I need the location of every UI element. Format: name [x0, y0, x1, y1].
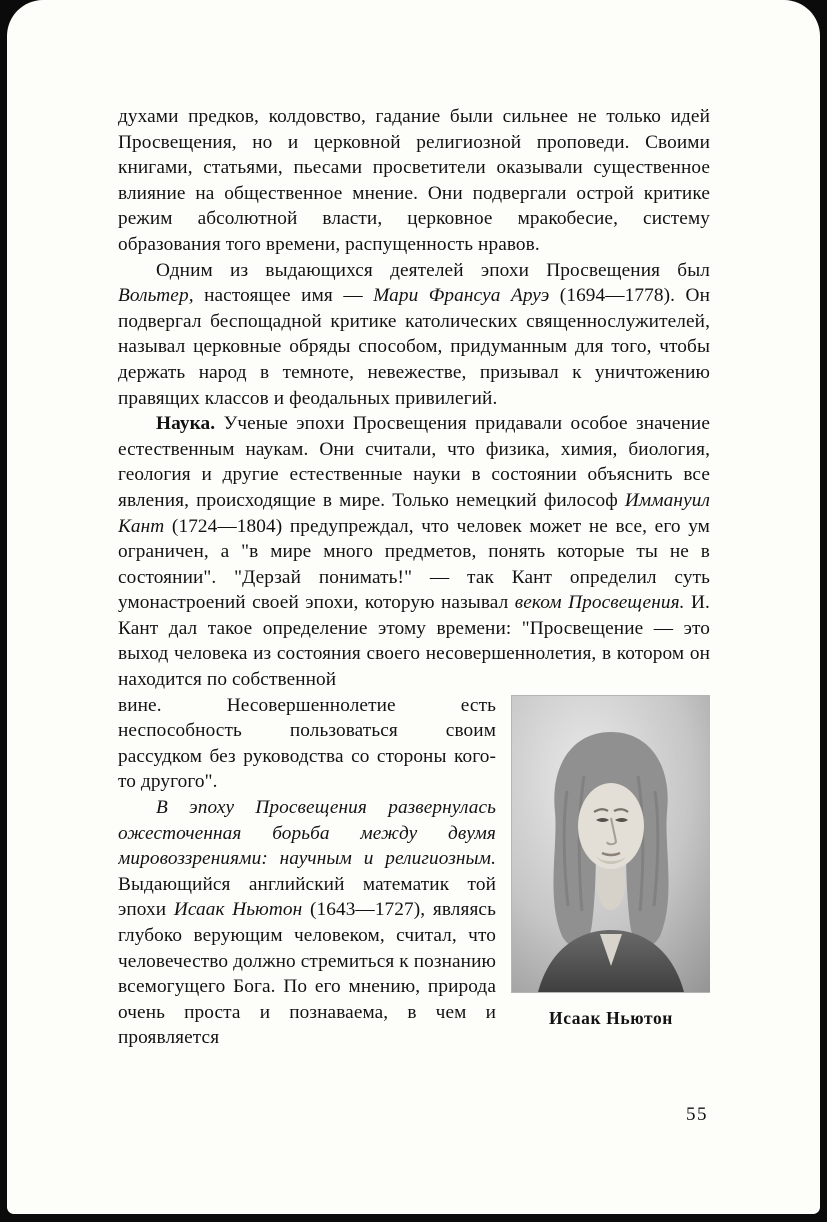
newton-portrait-image	[512, 696, 710, 992]
paragraph-kant-quote-end: вине. Несовершеннолетие есть неспособность пользоваться своим рассудком без руководства со стороны кого-то другого".	[118, 694, 496, 793]
text-block	[118, 104, 710, 1174]
figure-caption: Исаак Ньютон	[549, 1007, 673, 1028]
page-number: 55	[686, 1104, 708, 1125]
newton-portrait	[512, 696, 710, 992]
newton-figure	[512, 696, 710, 1032]
paragraph-science-kant: Наука. Ученые эпохи Просвещения придавали особое значение естественным наукам. Они считали, что физика, химия, биология, геология и другие естественные науки в состоянии объяснить все явления, происходящие в мире. Только немецкий философ Иммануил Кант (1724—1804) предупреждал, что человек может не все, его ум ограничен, а "в мире много предметов, понять которые ты не в состоянии". "Дерзай понимать!" — так Кант определил суть умонастроений своей эпохи, которую называл веком Просвещения. И. Кант дал такое определение этому времени: "Просвещение — это выход человека из состояния своего несовершеннолетия, в котором он находится по собственной	[118, 413, 710, 691]
paragraph-continuation: духами предков, колдовство, гадание были сильнее не только идей Просвещения, но и церковной религиозной проповеди. Своими книгами, статьями, пьесами просветители оказывали существенное влияние на общественное мнение. Они подвергали острой критике режим абсолютной власти, церковное мракобесие, систему образования того времени, распущенность нравов.	[118, 106, 710, 255]
book-page	[7, 0, 820, 1214]
paragraph-newton: В эпоху Просвещения развернулась ожесточенная борьба между двумя мировоззрениями: научным и религиозным. Выдающийся английский математик той эпохи Исаак Ньютон (1643—1727), являясь глубоко верующим человеком, считал, что человечество должно стремиться к познанию всемогущего Бога. По его мнению, природа очень проста и познаваема, в чем и проявляется	[118, 797, 496, 1049]
paragraph-voltaire: Одним из выдающихся деятелей эпохи Просвещения был Вольтер, настоящее имя — Мари Франсуа Аруэ (1694—1778). Он подвергал беспощадной критике католических священнослужителей, называл церковные обряды способом, придуманным для того, чтобы держать народ в темноте, невежестве, призывал к уничтожению правящих классов и феодальных привилегий.	[118, 259, 710, 409]
